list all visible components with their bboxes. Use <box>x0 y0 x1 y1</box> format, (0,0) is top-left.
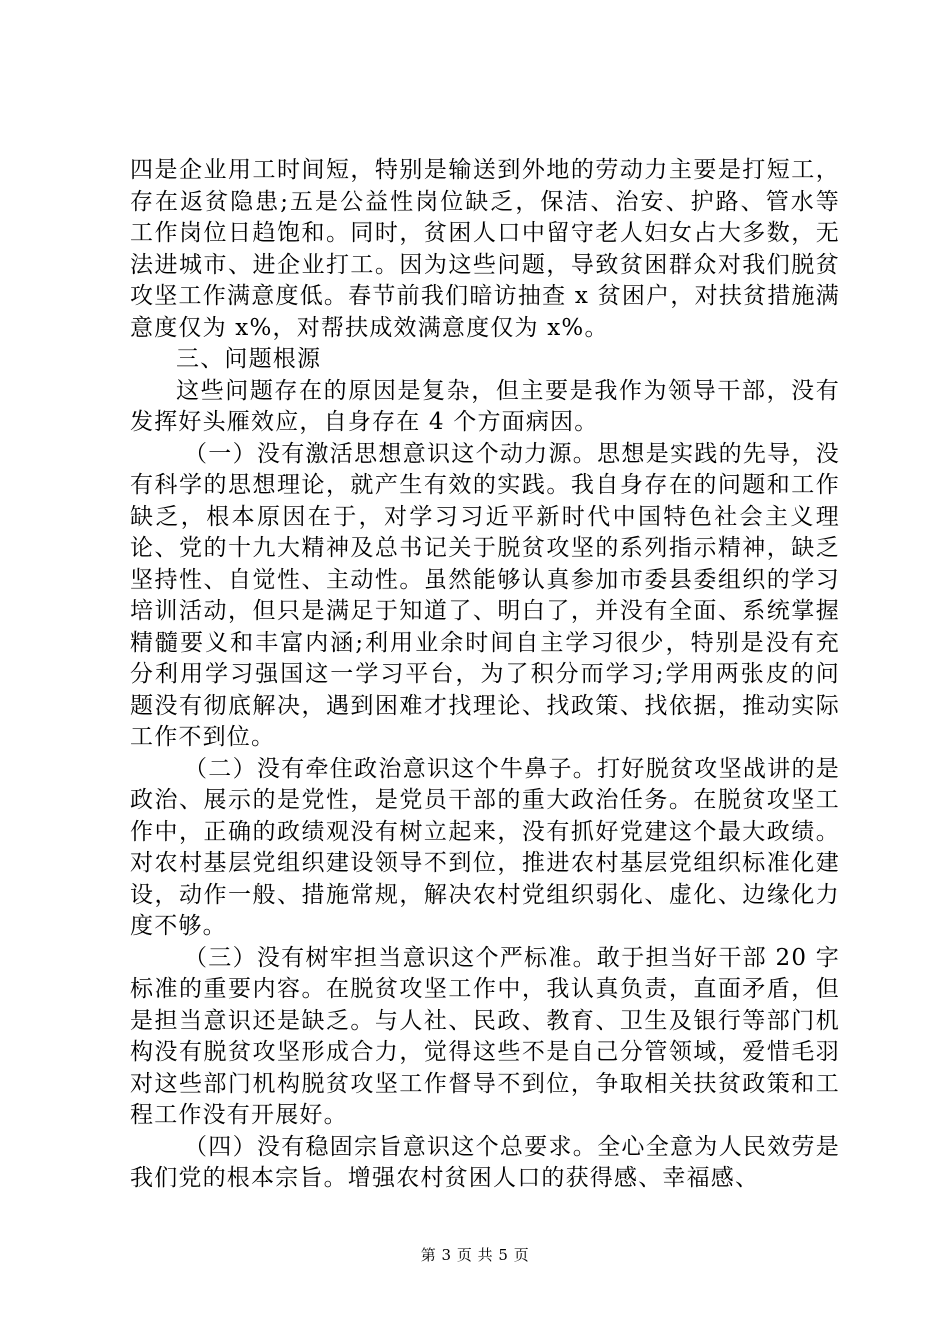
paragraph-cause-3: （三）没有树牢担当意识这个严标准。敢于担当好干部 20 字标准的重要内容。在脱贫攻坚工作中，我认真负责，直面矛盾，但是担当意识还是缺乏。与人社、民政、教育、卫生及银行等部门机构没有脱贫攻坚形成合力，觉得这些不是自己分管领域，爱惜毛羽对这些部门机构脱贫攻坚工作督导不到位，争取相关扶贫政策和工程工作没有开展好。 <box>130 944 840 1128</box>
paragraph-cause-4: （四）没有稳固宗旨意识这个总要求。全心全意为人民效劳是我们党的根本宗旨。增强农村贫困人口的获得感、幸福感、 <box>130 1133 840 1191</box>
document-body <box>130 155 840 1195</box>
paragraph-cause-1: （一）没有激活思想意识这个动力源。思想是实践的先导，没有科学的思想理论，就产生有效的实践。我自身存在的问题和工作缺乏，根本原因在于，对学习习近平新时代中国特色社会主义理论、党的十九大精神及总书记关于脱贫攻坚的系列指示精神，缺乏坚持性、自觉性、主动性。虽然能够认真参加市委县委组织的学习培训活动，但只是满足于知道了、明白了，并没有全面、系统掌握精髓要义和丰富内涵;利用业余时间自主学习很少，特别是没有充分利用学习强国这一学习平台，为了积分而学习;学用两张皮的问题没有彻底解决，遇到困难才找理论、找政策、找依据，推动实际工作不到位。 <box>130 440 840 750</box>
paragraph-poverty-issues: 四是企业用工时间短，特别是输送到外地的劳动力主要是打短工，存在返贫隐患;五是公益性岗位缺乏，保洁、治安、护路、管水等工作岗位日趋饱和。同时，贫困人口中留守老人妇女占大多数，无法进城市、进企业打工。因为这些问题，导致贫困群众对我们脱贫攻坚工作满意度低。春节前我们暗访抽查 x 贫困户，对扶贫措施满意度仅为 x%，对帮扶成效满意度仅为 x%。 <box>130 157 840 341</box>
paragraph-cause-2: （二）没有牵住政治意识这个牛鼻子。打好脱贫攻坚战讲的是政治、展示的是党性，是党员干部的重大政治任务。在脱贫攻坚工作中，正确的政绩观没有树立起来，没有抓好党建这个最大政绩。对农村基层党组织建设领导不到位，推进农村基层党组织标准化建设，动作一般、措施常规，解决农村党组织弱化、虚化、边缘化力度不够。 <box>130 755 840 939</box>
paragraph-roots-intro: 这些问题存在的原因是复杂，但主要是我作为领导干部，没有发挥好头雁效应，自身存在 4 个方面病因。 <box>130 377 840 435</box>
section-heading-problem-roots: 三、问题根源 <box>176 346 322 372</box>
page-number-footer: 第 3 页 共 5 页 <box>420 1246 530 1264</box>
